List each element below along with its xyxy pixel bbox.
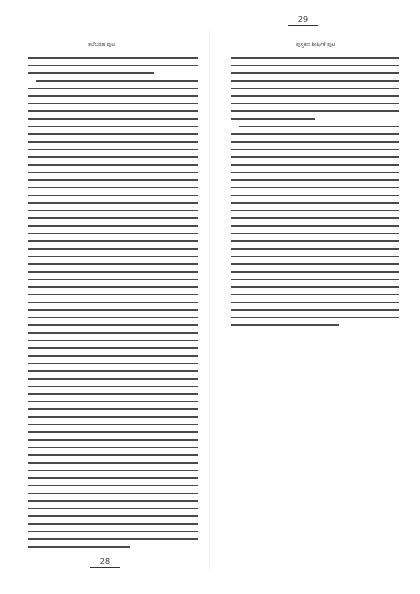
text-line bbox=[28, 271, 198, 273]
text-line bbox=[231, 80, 399, 82]
text-line bbox=[28, 88, 198, 90]
text-line bbox=[28, 523, 198, 525]
text-line bbox=[28, 95, 198, 97]
text-line bbox=[28, 470, 198, 472]
text-line bbox=[231, 187, 399, 189]
text-line bbox=[28, 263, 198, 265]
text-line bbox=[231, 195, 399, 197]
text-line bbox=[231, 110, 399, 112]
text-line bbox=[231, 72, 399, 74]
text-line bbox=[28, 172, 198, 174]
left-text-block bbox=[28, 57, 198, 554]
text-line bbox=[28, 286, 198, 288]
left-running-head: ತಲೆಬರಹ ಪುಟ bbox=[88, 42, 115, 48]
left-page-number-rule bbox=[90, 567, 120, 568]
text-line bbox=[28, 149, 198, 151]
text-line bbox=[231, 263, 399, 265]
text-line bbox=[28, 370, 198, 372]
right-page bbox=[210, 0, 420, 594]
text-line bbox=[231, 210, 399, 212]
text-line bbox=[231, 65, 399, 67]
text-line bbox=[231, 57, 399, 59]
right-page-number-rule bbox=[288, 25, 318, 26]
text-line bbox=[231, 248, 399, 250]
text-line bbox=[231, 95, 399, 97]
text-line bbox=[28, 332, 198, 334]
text-line bbox=[28, 279, 198, 281]
text-line bbox=[28, 164, 198, 166]
text-line bbox=[28, 340, 198, 342]
text-line bbox=[231, 202, 399, 204]
text-line bbox=[28, 546, 130, 548]
text-line bbox=[231, 279, 399, 281]
right-text-block bbox=[231, 57, 399, 332]
text-line bbox=[28, 324, 198, 326]
text-line bbox=[28, 195, 198, 197]
text-line bbox=[231, 179, 399, 181]
text-line bbox=[28, 439, 198, 441]
text-line bbox=[231, 294, 399, 296]
text-line bbox=[28, 187, 198, 189]
text-line bbox=[28, 393, 198, 395]
text-line bbox=[231, 172, 399, 174]
text-line bbox=[28, 225, 198, 227]
text-line bbox=[231, 256, 399, 258]
text-line bbox=[28, 408, 198, 410]
text-line bbox=[28, 202, 198, 204]
text-line bbox=[28, 416, 198, 418]
text-line bbox=[28, 65, 198, 67]
text-line bbox=[28, 538, 198, 540]
text-line bbox=[28, 179, 198, 181]
text-line bbox=[28, 386, 198, 388]
text-line bbox=[231, 286, 399, 288]
text-line bbox=[28, 477, 198, 479]
text-line bbox=[28, 72, 154, 74]
text-line bbox=[28, 378, 198, 380]
text-line bbox=[231, 149, 399, 151]
text-line bbox=[28, 294, 198, 296]
text-line bbox=[28, 118, 198, 120]
text-line bbox=[231, 141, 399, 143]
text-line bbox=[28, 156, 198, 158]
left-page-number: 28 bbox=[99, 557, 111, 566]
text-line bbox=[28, 401, 198, 403]
text-line bbox=[28, 431, 198, 433]
text-line bbox=[28, 57, 198, 59]
text-line bbox=[28, 508, 198, 510]
text-line bbox=[28, 515, 198, 517]
text-line bbox=[28, 309, 198, 311]
text-line bbox=[28, 133, 198, 135]
text-line bbox=[28, 110, 198, 112]
text-line bbox=[231, 217, 399, 219]
text-line bbox=[231, 225, 399, 227]
text-line bbox=[231, 164, 399, 166]
text-line bbox=[231, 309, 399, 311]
text-line bbox=[28, 217, 198, 219]
text-line bbox=[231, 233, 399, 235]
text-line bbox=[231, 302, 399, 304]
text-line bbox=[28, 424, 198, 426]
text-line bbox=[28, 317, 198, 319]
text-line bbox=[28, 141, 198, 143]
text-line bbox=[28, 347, 198, 349]
text-line bbox=[231, 317, 399, 319]
text-line bbox=[231, 271, 399, 273]
text-line bbox=[231, 88, 399, 90]
text-line bbox=[28, 256, 198, 258]
text-line bbox=[28, 447, 198, 449]
text-line bbox=[28, 355, 198, 357]
text-line bbox=[28, 126, 198, 128]
text-line bbox=[239, 126, 399, 128]
text-line bbox=[28, 233, 198, 235]
text-line bbox=[28, 302, 198, 304]
text-line bbox=[28, 454, 198, 456]
text-line bbox=[28, 240, 198, 242]
text-line bbox=[28, 462, 198, 464]
text-line bbox=[231, 240, 399, 242]
text-line bbox=[28, 500, 198, 502]
text-line bbox=[28, 103, 198, 105]
text-line bbox=[28, 210, 198, 212]
text-line bbox=[28, 485, 198, 487]
text-line bbox=[28, 248, 198, 250]
right-page-number: 29 bbox=[297, 15, 309, 24]
text-line bbox=[231, 324, 339, 326]
right-running-head: ಪುಸ್ತಕದ ಶೀರ್ಷಿಕೆ ಪುಟ bbox=[296, 42, 336, 48]
text-line bbox=[28, 493, 198, 495]
text-line bbox=[28, 531, 198, 533]
text-line bbox=[28, 363, 198, 365]
text-line bbox=[231, 156, 399, 158]
text-line bbox=[36, 80, 198, 82]
text-line bbox=[231, 133, 399, 135]
text-line bbox=[231, 118, 315, 120]
text-line bbox=[231, 103, 399, 105]
